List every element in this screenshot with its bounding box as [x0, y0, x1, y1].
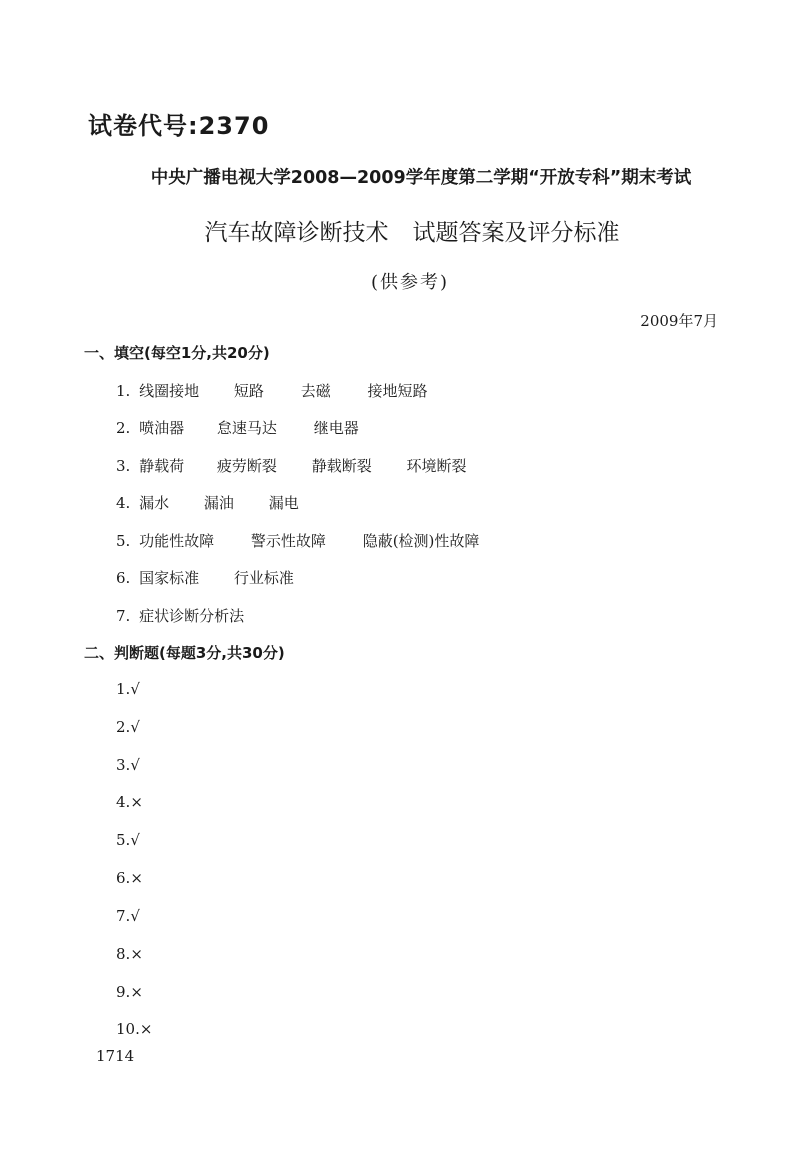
- answer: 短路: [233, 382, 264, 400]
- section-true-false-title: 二、判断题(每题3分,共30分): [84, 644, 285, 662]
- fill-item-3: [116, 455, 467, 476]
- item-number: 7.: [116, 907, 131, 925]
- page-number: 1714: [96, 1047, 135, 1065]
- answer: 隐蔽(检测)性故障: [362, 532, 480, 550]
- item-number: 4.: [116, 494, 131, 512]
- check-mark: √: [130, 831, 140, 849]
- section-fill-blank-title: 一、填空(每空1分,共20分): [84, 344, 270, 362]
- exam-subject-title: [0, 214, 804, 247]
- judge-item-4: [116, 793, 143, 811]
- subject-name: 汽车故障诊断技术: [204, 220, 389, 246]
- answer: 国家标准: [139, 569, 200, 587]
- item-number: 8.: [116, 945, 131, 963]
- cross-mark: ×: [130, 869, 143, 887]
- cross-mark: ×: [130, 793, 143, 811]
- judge-item-10: [116, 1020, 152, 1038]
- answer: 行业标准: [233, 569, 294, 587]
- judge-item-2: [116, 718, 140, 736]
- item-number: 3.: [116, 457, 131, 475]
- answer: 继电器: [313, 419, 359, 437]
- item-number: 10.: [116, 1020, 140, 1038]
- exam-date: 2009年7月: [640, 312, 718, 330]
- item-number: 5.: [116, 831, 131, 849]
- cross-mark: ×: [130, 945, 143, 963]
- answer: 线圈接地: [139, 382, 200, 400]
- answer: 静载荷: [139, 457, 185, 475]
- judge-item-5: [116, 831, 140, 849]
- answer: 怠速马达: [216, 419, 277, 437]
- item-number: 6.: [116, 569, 131, 587]
- check-mark: √: [130, 718, 140, 736]
- fill-item-2: [116, 417, 359, 438]
- item-number: 1.: [116, 382, 131, 400]
- answer: 漏水: [139, 494, 170, 512]
- answer: 漏油: [203, 494, 234, 512]
- item-number: 3.: [116, 756, 131, 774]
- judge-item-1: [116, 680, 140, 698]
- item-number: 5.: [116, 532, 131, 550]
- judge-item-7: [116, 907, 140, 925]
- judge-item-3: [116, 756, 140, 774]
- answer: 功能性故障: [139, 532, 215, 550]
- item-number: 2.: [116, 419, 131, 437]
- fill-item-5: [116, 530, 479, 551]
- answer: 静载断裂: [311, 457, 372, 475]
- answer: 警示性故障: [250, 532, 326, 550]
- fill-item-1: [116, 380, 428, 401]
- answer: 接地短路: [367, 382, 428, 400]
- answer: 漏电: [268, 494, 299, 512]
- fill-item-6: [116, 567, 294, 588]
- exam-code: 试卷代号:2370: [88, 112, 270, 140]
- cross-mark: ×: [130, 983, 143, 1001]
- answer: 去磁: [300, 382, 331, 400]
- item-number: 6.: [116, 869, 131, 887]
- check-mark: √: [130, 756, 140, 774]
- exam-university-title: 中央广播电视大学2008—2009学年度第二学期“开放专科”期末考试: [150, 168, 692, 188]
- cross-mark: ×: [139, 1020, 153, 1038]
- item-number: 2.: [116, 718, 131, 736]
- item-number: 7.: [116, 607, 131, 625]
- reference-note: (供参考): [370, 272, 450, 293]
- answer: 疲劳断裂: [216, 457, 277, 475]
- fill-item-7: [116, 605, 244, 626]
- judge-item-6: [116, 869, 143, 887]
- answer: 环境断裂: [406, 457, 467, 475]
- doc-type: 试题答案及评分标准: [412, 220, 620, 246]
- judge-item-8: [116, 945, 143, 963]
- item-number: 1.: [116, 680, 131, 698]
- answer: 喷油器: [139, 419, 185, 437]
- fill-item-4: [116, 492, 299, 513]
- judge-item-9: [116, 983, 143, 1001]
- item-number: 4.: [116, 793, 131, 811]
- check-mark: √: [130, 680, 140, 698]
- check-mark: √: [130, 907, 140, 925]
- answer: 症状诊断分析法: [139, 607, 245, 625]
- item-number: 9.: [116, 983, 131, 1001]
